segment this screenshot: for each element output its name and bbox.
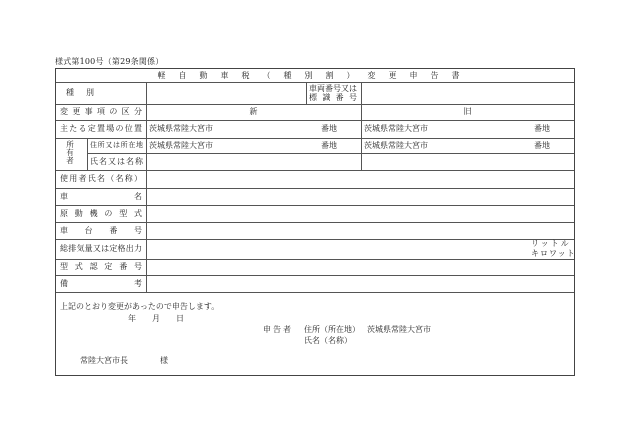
old-column-header: 旧 <box>463 107 472 116</box>
grid-line <box>56 188 574 189</box>
new-location-city: 茨城県常陸大宮市 <box>149 124 213 133</box>
old-location-suffix: 番地 <box>534 124 550 133</box>
declaration-date: 年 月 日 <box>128 314 184 323</box>
grid-line <box>56 120 574 121</box>
declarant-label: 申告者 <box>263 325 293 334</box>
type-approval-label: 型式認定番号 <box>60 262 142 271</box>
owner-label: 所有者 <box>66 140 74 165</box>
grid-line <box>56 292 574 293</box>
grid-line <box>56 170 574 171</box>
grid-line <box>56 239 574 240</box>
type-field[interactable] <box>148 84 304 102</box>
grid-line <box>56 138 574 139</box>
addressee: 常陸大宮市長 <box>80 356 128 365</box>
plate-number-label: 標識番号 <box>309 93 357 102</box>
grid-line <box>56 205 574 206</box>
declarant-address-label: 住所（所在地） <box>304 325 360 334</box>
declarant-name-label: 氏名（名称） <box>304 336 352 345</box>
user-name-label: 使用者氏名（名称） <box>60 174 142 183</box>
new-location-suffix: 番地 <box>321 124 337 133</box>
owner-address-label: 住所又は所在地 <box>90 141 143 149</box>
new-owner-city: 茨城県常陸大宮市 <box>149 141 213 150</box>
honorific: 様 <box>160 356 168 365</box>
chassis-number-label: 車台番号 <box>60 226 142 235</box>
remarks-label: 備考 <box>60 279 142 288</box>
grid-line <box>56 222 574 223</box>
grid-line <box>56 259 574 260</box>
declarant-city: 茨城県常陸大宮市 <box>367 325 431 334</box>
old-owner-city: 茨城県常陸大宮市 <box>364 141 428 150</box>
grid-line <box>56 104 574 105</box>
grid-line <box>306 82 307 104</box>
new-column-header: 新 <box>249 107 258 116</box>
grid-line <box>87 153 574 154</box>
change-item-label: 変更事項の区分 <box>60 107 142 116</box>
form-title: 軽自動車税（種別割）変更申告書 <box>157 71 473 80</box>
displacement-label: 総排気量又は定格出力 <box>60 244 142 253</box>
owner-name-label: 氏名又は名称 <box>90 157 143 166</box>
unit-liter: リットル <box>531 239 571 248</box>
vehicle-number-field[interactable] <box>363 84 572 102</box>
new-owner-suffix: 番地 <box>321 141 337 150</box>
declaration-statement: 上記のとおり変更があったので申告します。 <box>60 302 220 311</box>
form-number: 様式第100号（第29条関係） <box>55 57 164 66</box>
vehicle-number-label: 車両番号又は <box>309 84 357 93</box>
grid-line <box>87 138 88 170</box>
engine-type-label: 原動機の型式 <box>60 209 142 218</box>
old-owner-suffix: 番地 <box>534 141 550 150</box>
grid-line <box>56 82 574 83</box>
type-label: 種別 <box>66 88 94 97</box>
unit-kilowatt: キロワット <box>531 249 576 258</box>
tax-change-declaration-form <box>55 68 575 376</box>
vehicle-name-label: 車名 <box>60 192 142 201</box>
grid-line <box>56 275 574 276</box>
grid-line <box>361 82 362 170</box>
old-location-city: 茨城県常陸大宮市 <box>364 124 428 133</box>
storage-location-label: 主たる定置場の位置 <box>60 124 142 133</box>
